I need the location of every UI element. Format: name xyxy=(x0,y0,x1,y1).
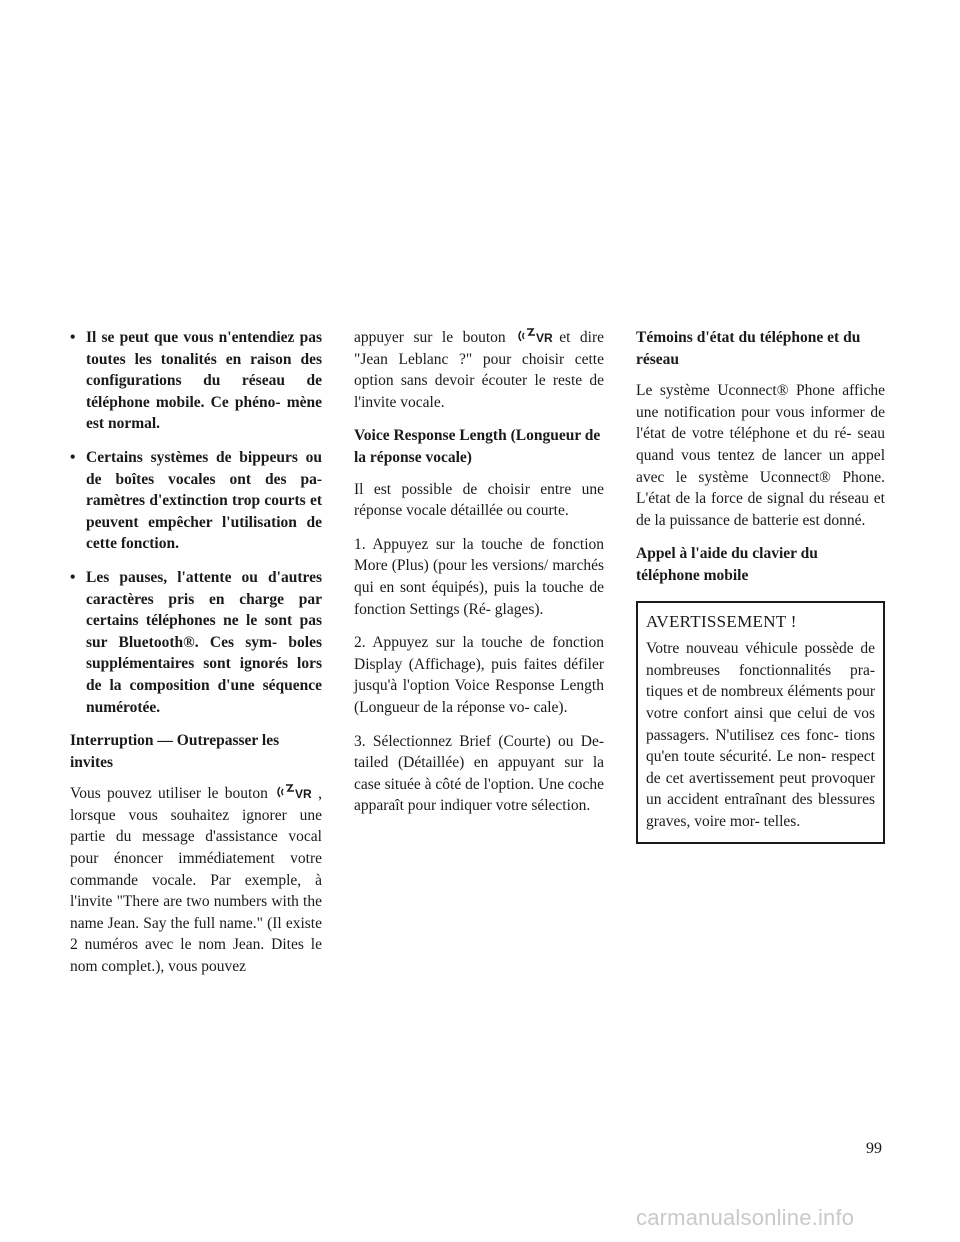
voice-recognition-icon xyxy=(516,327,558,345)
svg-text:VR: VR xyxy=(295,787,312,802)
list-item: • Les pauses, l'attente ou d'autres caractères pris en charge par certains téléphones ne le sont pas sur Bluetooth®. Ces sym- boles supplémentaires sont ignorés lors de la composition d'une séquence numérotée. xyxy=(70,567,322,718)
section-heading-voice-response-length: Voice Response Length (Longueur de la réponse vocale) xyxy=(354,427,601,466)
column-2 xyxy=(354,327,604,829)
text-before-icon: appuyer sur le bouton xyxy=(354,329,506,346)
step-item: 3. Sélectionnez Brief (Courte) ou De- tailed (Détaillée) en appuyant sur la case située à côté de l'option. Une coche apparaît pour indiquer votre sélection. xyxy=(354,732,604,815)
paragraph-status: Le système Uconnect® Phone affiche une notification pour vous informer de l'état de votre téléphone et du ré- seau quand vous tentez de lancer un appel avec le système Uconnect® Phone. L'état de la force de signal du réseau et de la puissance de batterie est donné. xyxy=(636,382,885,529)
column-3 xyxy=(636,327,885,844)
warning-title: AVERTISSEMENT ! xyxy=(646,611,797,631)
warning-text: Votre nouveau véhicule possède de nombreuses fonctionnalités pra- tiques et de nombreux éléments pour votre confort ainsi que celui de vos passagers. N'utilisez ces fonc- tions qu'en toute sécurité. Le non- respect de cet avertissement peut provoquer un accident entraînant des blessures graves, voire mor- telles. xyxy=(646,640,875,830)
section-heading-status-indicators: Témoins d'état du téléphone et du réseau xyxy=(636,329,861,368)
text-before-icon: Vous pouvez utiliser le bouton xyxy=(70,785,268,803)
warning-box xyxy=(636,601,885,845)
section-heading-keypad-call: Appel à l'aide du clavier du téléphone mobile xyxy=(636,545,818,584)
section-heading-interruption: Interruption — Outrepasser les invites xyxy=(70,732,280,771)
paragraph-continued xyxy=(354,327,604,413)
svg-text:VR: VR xyxy=(536,331,553,345)
step-item: 2. Appuyez sur la touche de fonction Display (Affichage), puis faites défiler jusqu'à l'option Voice Response Length (Longueur de la réponse vo- cale). xyxy=(354,634,604,716)
list-item: • Il se peut que vous n'entendiez pas toutes les tonalités en raison des configurations du réseau de téléphone mobile. Ce phéno- mène est normal. xyxy=(70,327,322,435)
watermark: carmanualsonline.info xyxy=(636,1205,855,1230)
paragraph-interruption xyxy=(70,783,322,977)
voice-recognition-icon xyxy=(275,783,317,801)
list-item: • Certains systèmes de bippeurs ou de boîtes vocales ont des pa- ramètres d'extinction trop courts et peuvent empêcher l'utilisation de cette fonction. xyxy=(70,447,322,555)
page-number: 99 xyxy=(866,1140,882,1157)
text-after-icon: , lorsque vous souhaitez ignorer une partie du message d'assistance vocal pour énoncer immédiatement votre commande vocale. Par exemple, à l'invite "There are two numbers with the name Jean. Say the full name." (Il existe 2 numéros avec le nom Jean. Dites le nom complet.), vous pouvez xyxy=(70,785,323,976)
paragraph-intro: Il est possible de choisir entre une réponse vocale détaillée ou courte. xyxy=(354,480,604,520)
step-item: 1. Appuyez sur la touche de fonction More (Plus) (pour les versions/ marchés qui en sont équipés), puis la touche de fonction Settings (Ré- glages). xyxy=(354,535,604,618)
column-1 xyxy=(70,327,322,990)
text-after-icon: et dire "Jean Leblanc ?" pour choisir cette option sans devoir écouter le reste de l'invite vocale. xyxy=(354,329,605,411)
notes-list xyxy=(70,327,322,718)
